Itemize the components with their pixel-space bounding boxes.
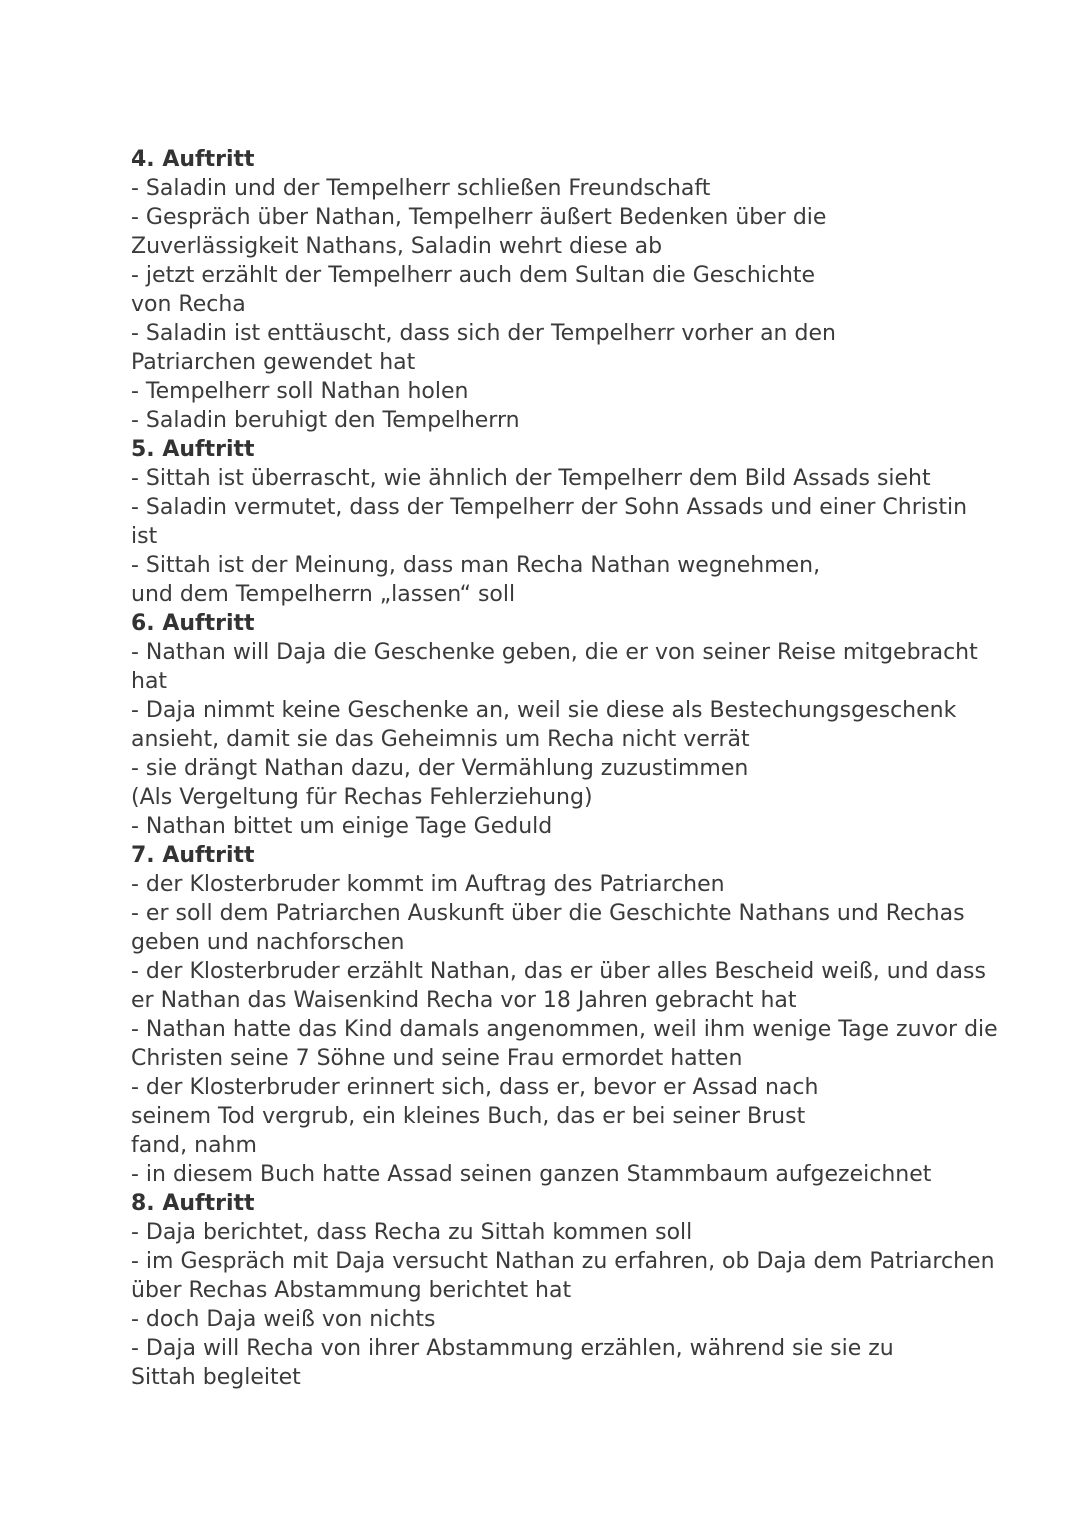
text-line: - der Klosterbruder kommt im Auftrag des Patriarchen bbox=[131, 872, 725, 897]
text-line: - Daja berichtet, dass Recha zu Sittah kommen soll bbox=[131, 1220, 693, 1245]
text-line: ansieht, damit sie das Geheimnis um Recha nicht verrät bbox=[131, 727, 750, 752]
text-line: über Rechas Abstammung berichtet hat bbox=[131, 1278, 572, 1303]
section-heading: 6. Auftritt bbox=[131, 611, 255, 636]
text-line: - Daja will Recha von ihrer Abstammung erzählen, während sie sie zu bbox=[131, 1336, 894, 1361]
section-heading: 5. Auftritt bbox=[131, 437, 255, 462]
text-line: - sie drängt Nathan dazu, der Vermählung zuzustimmen bbox=[131, 756, 749, 781]
text-line: - doch Daja weiß von nichts bbox=[131, 1307, 436, 1332]
section-heading: 4. Auftritt bbox=[131, 147, 255, 172]
text-line: ist bbox=[131, 524, 158, 549]
text-line: hat bbox=[131, 669, 168, 694]
text-line: Zuverlässigkeit Nathans, Saladin wehrt diese ab bbox=[131, 234, 663, 259]
text-line: - der Klosterbruder erzählt Nathan, das er über alles Bescheid weiß, und dass bbox=[131, 959, 986, 984]
section-auftritt-5 bbox=[131, 435, 1011, 609]
text-line: Patriarchen gewendet hat bbox=[131, 350, 416, 375]
section-auftritt-8 bbox=[131, 1189, 1011, 1392]
text-line: - er soll dem Patriarchen Auskunft über die Geschichte Nathans und Rechas bbox=[131, 901, 965, 926]
text-line: Sittah begleitet bbox=[131, 1365, 301, 1390]
section-auftritt-4 bbox=[131, 145, 1011, 435]
text-line: und dem Tempelherrn „lassen“ soll bbox=[131, 582, 516, 607]
text-line: (Als Vergeltung für Rechas Fehlerziehung) bbox=[131, 785, 593, 810]
text-line: - Daja nimmt keine Geschenke an, weil sie diese als Bestechungsgeschenk bbox=[131, 698, 957, 723]
text-line: - in diesem Buch hatte Assad seinen ganzen Stammbaum aufgezeichnet bbox=[131, 1162, 932, 1187]
text-line: - Tempelherr soll Nathan holen bbox=[131, 379, 469, 404]
text-line: - Nathan will Daja die Geschenke geben, die er von seiner Reise mitgebracht bbox=[131, 640, 978, 665]
text-line: - Sittah ist der Meinung, dass man Recha Nathan wegnehmen, bbox=[131, 553, 821, 578]
text-line: - Saladin ist enttäuscht, dass sich der Tempelherr vorher an den bbox=[131, 321, 836, 346]
text-line: geben und nachforschen bbox=[131, 930, 405, 955]
text-line: er Nathan das Waisenkind Recha vor 18 Jahren gebracht hat bbox=[131, 988, 797, 1013]
section-auftritt-6 bbox=[131, 609, 1011, 841]
text-line: - Saladin vermutet, dass der Tempelherr der Sohn Assads und einer Christin bbox=[131, 495, 968, 520]
section-auftritt-7 bbox=[131, 841, 1011, 1189]
text-line: - Saladin und der Tempelherr schließen Freundschaft bbox=[131, 176, 711, 201]
text-line: - Saladin beruhigt den Tempelherrn bbox=[131, 408, 520, 433]
text-line: von Recha bbox=[131, 292, 246, 317]
text-line: fand, nahm bbox=[131, 1133, 257, 1158]
document-page bbox=[131, 145, 1011, 1392]
text-line: Christen seine 7 Söhne und seine Frau ermordet hatten bbox=[131, 1046, 743, 1071]
text-line: - jetzt erzählt der Tempelherr auch dem Sultan die Geschichte bbox=[131, 263, 816, 288]
text-line: seinem Tod vergrub, ein kleines Buch, das er bei seiner Brust bbox=[131, 1104, 806, 1129]
text-line: - im Gespräch mit Daja versucht Nathan zu erfahren, ob Daja dem Patriarchen bbox=[131, 1249, 995, 1274]
section-heading: 8. Auftritt bbox=[131, 1191, 255, 1216]
text-line: - Gespräch über Nathan, Tempelherr äußert Bedenken über die bbox=[131, 205, 827, 230]
text-line: - Sittah ist überrascht, wie ähnlich der Tempelherr dem Bild Assads sieht bbox=[131, 466, 931, 491]
text-line: - Nathan hatte das Kind damals angenommen, weil ihm wenige Tage zuvor die bbox=[131, 1017, 998, 1042]
text-line: - der Klosterbruder erinnert sich, dass er, bevor er Assad nach bbox=[131, 1075, 819, 1100]
section-heading: 7. Auftritt bbox=[131, 843, 255, 868]
text-line: - Nathan bittet um einige Tage Geduld bbox=[131, 814, 553, 839]
